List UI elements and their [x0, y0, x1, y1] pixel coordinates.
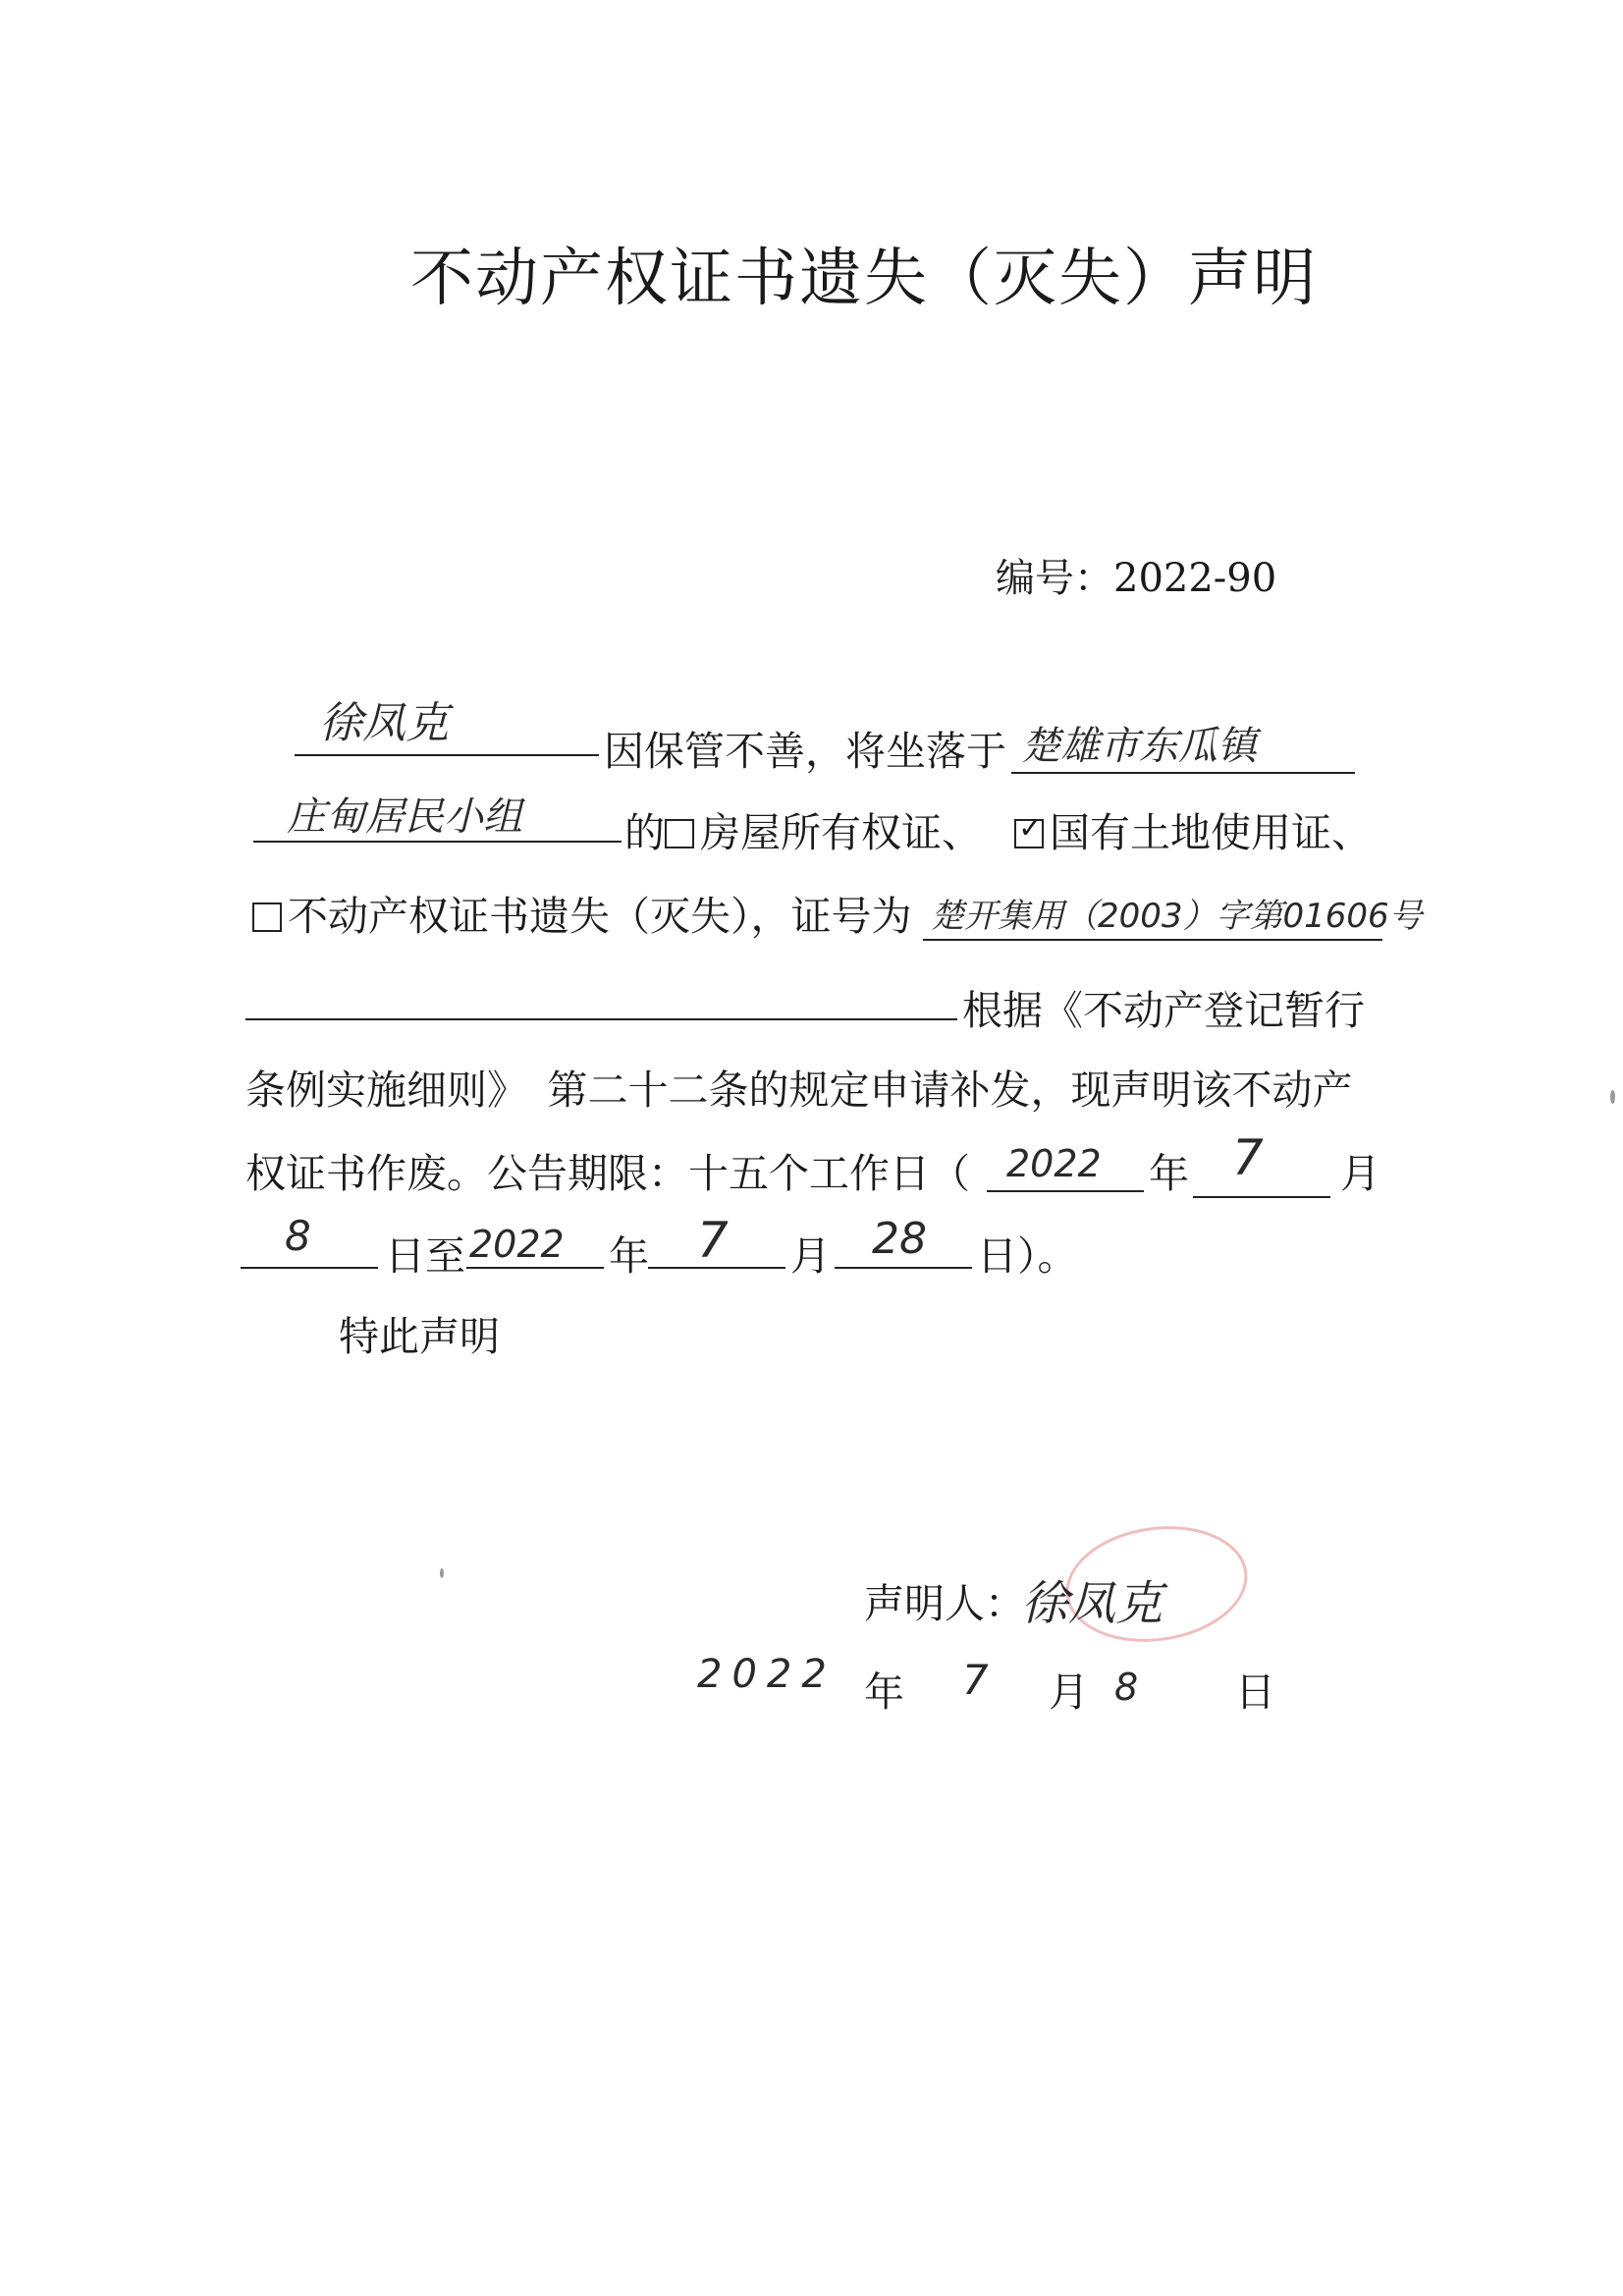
location-1: 楚雄市东瓜镇	[1021, 724, 1257, 769]
checkbox-house[interactable]	[665, 819, 694, 848]
line1-text: 因保管不善，将坐落于	[604, 728, 1006, 775]
end-month: 7	[697, 1212, 729, 1269]
year-label-1: 年	[1149, 1150, 1189, 1197]
line2-text: 的	[624, 809, 665, 856]
day-label: 日	[1235, 1668, 1275, 1716]
cert-underline-2	[245, 1018, 957, 1020]
document-number: 编号：2022-90	[996, 556, 1277, 601]
start-year: 2022	[1006, 1142, 1102, 1185]
location-underline-2	[253, 841, 622, 843]
location-2: 庄甸居民小组	[287, 794, 522, 840]
sign-year: 2022	[697, 1652, 837, 1697]
hereby-declare: 特此声明	[339, 1313, 500, 1360]
scan-mark	[1610, 1090, 1615, 1104]
owner-underline	[295, 754, 599, 756]
line6-text: 权证书作废。公告期限：十五个工作日（	[245, 1150, 970, 1197]
scan-mark	[440, 1568, 444, 1578]
declarant-label: 声明人：	[864, 1580, 1025, 1627]
start-month: 7	[1232, 1129, 1264, 1186]
sign-day: 8	[1114, 1666, 1139, 1709]
start-day: 8	[285, 1212, 311, 1260]
start-month-underline	[1193, 1196, 1330, 1198]
checkbox-land[interactable]	[1014, 819, 1044, 848]
checkbox-property[interactable]	[252, 902, 282, 932]
end-label: 日）。	[977, 1232, 1078, 1280]
declarant-signature: 徐凤克	[1021, 1576, 1163, 1631]
option-land: 国有土地使用证、	[1050, 809, 1372, 856]
certificate-number: 楚开集用（2003）字第01606号	[931, 897, 1423, 936]
year-label-2: 年	[609, 1232, 649, 1280]
line4-text: 根据《不动产登记暂行	[962, 987, 1365, 1034]
sign-month: 7	[962, 1656, 989, 1704]
end-year: 2022	[469, 1223, 565, 1266]
start-year-underline	[987, 1190, 1144, 1192]
month-label-2: 月	[790, 1232, 831, 1280]
page-title: 不动产权证书遗失（灭失）声明	[410, 243, 1318, 315]
end-month-underline	[648, 1267, 785, 1269]
line5-text: 条例实施细则》 第二十二条的规定申请补发，现声明该不动产	[245, 1066, 1353, 1114]
month-label-1: 月	[1340, 1150, 1380, 1197]
location-underline-1	[1011, 772, 1355, 774]
option-property: 不动产权证书遗失（灭失），证号为	[288, 893, 912, 940]
to-label: 日至	[385, 1232, 465, 1280]
end-year-underline	[466, 1267, 604, 1269]
owner-name: 徐凤克	[319, 698, 449, 748]
option-house: 房屋所有权证、	[700, 809, 982, 856]
end-day: 28	[872, 1214, 927, 1264]
cert-underline-1	[923, 939, 1382, 941]
month-label-3: 月	[1049, 1668, 1089, 1716]
end-day-underline	[835, 1267, 972, 1269]
start-day-underline	[241, 1267, 378, 1269]
year-label-3: 年	[864, 1668, 904, 1716]
